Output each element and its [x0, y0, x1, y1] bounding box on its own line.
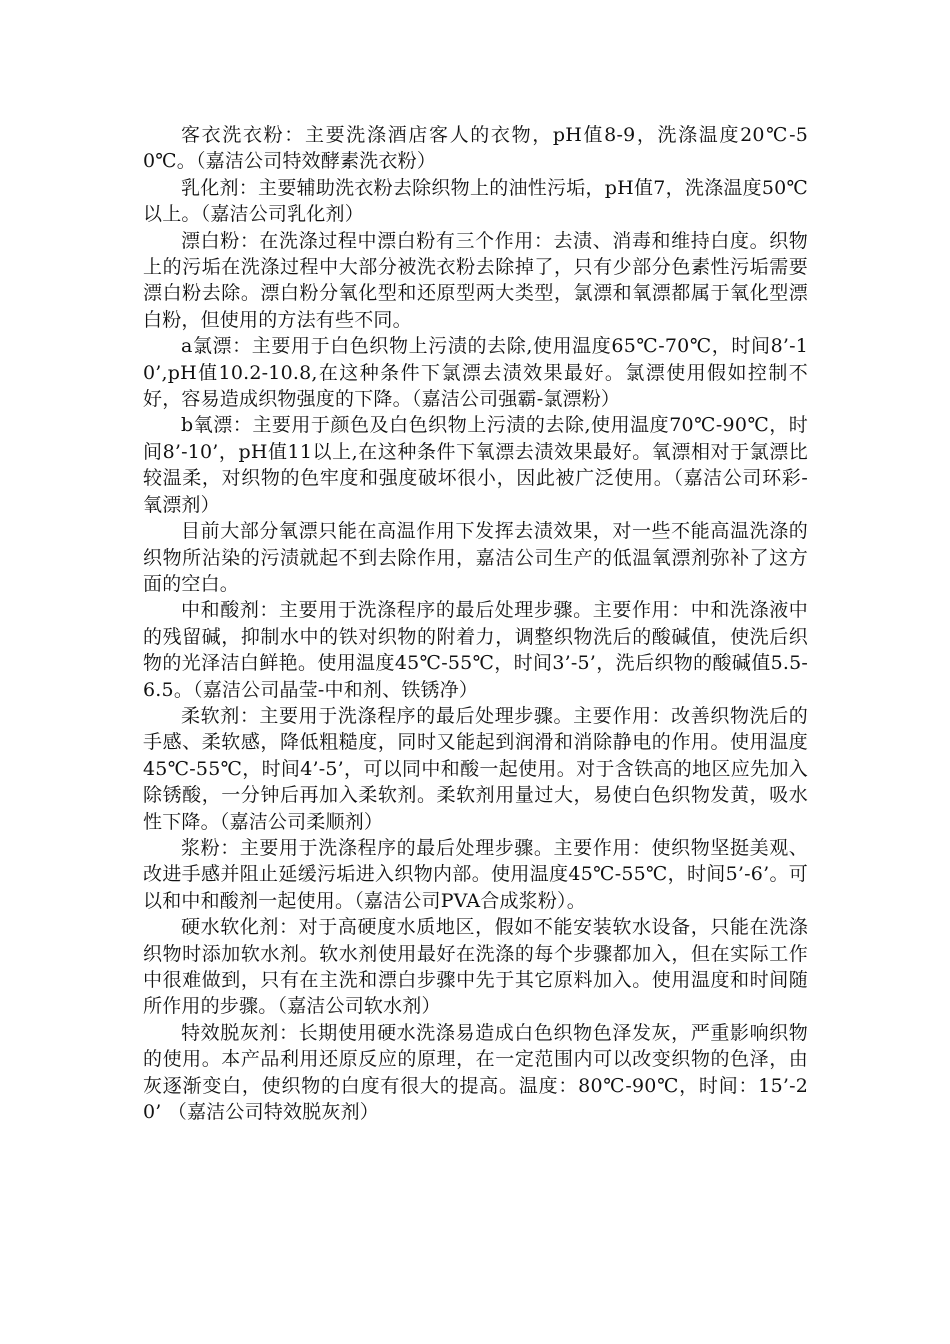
document-body: [143, 122, 808, 1125]
paragraph-emulsifier: 乳化剂：主要辅助洗衣粉去除织物上的油性污垢，pH值7，洗涤温度50℃以上。（嘉洁公司乳化剂）: [143, 176, 808, 226]
paragraph-water-softener: 硬水软化剂：对于高硬度水质地区，假如不能安装软水设备，只能在洗涤织物时添加软水剂。软水剂使用最好在洗涤的每个步骤都加入，但在实际工作中很难做到，只有在主洗和漂白步骤中先于其它原料加入。使用温度和时间随所作用的步骤。（嘉洁公司软水剂）: [143, 916, 808, 1018]
paragraph-softener: 柔软剂：主要用于洗涤程序的最后处理步骤。主要作用：改善织物洗后的手感、柔软感，降低粗糙度，同时又能起到润滑和消除静电的作用。使用温度45℃-55℃，时间4’-5’，可以同中和酸一起使用。对于含铁高的地区应先加入除锈酸，一分钟后再加入柔软剂。柔软剂用量过大，易使白色织物发黄，吸水性下降。（嘉洁公司柔顺剂）: [143, 704, 808, 833]
paragraph-laundry-powder: 客衣洗衣粉：主要洗涤酒店客人的衣物，pH值8-9，洗涤温度20℃-50℃。（嘉洁公司特效酵素洗衣粉）: [143, 124, 808, 173]
paragraph-neutralizing-acid: 中和酸剂：主要用于洗涤程序的最后处理步骤。主要作用：中和洗涤液中的残留碱，抑制水中的铁对织物的附着力，调整织物洗后的酸碱值，使洗后织物的光泽洁白鲜艳。使用温度45℃-55℃，时间3’-5’，洗后织物的酸碱值5.5-6.5。（嘉洁公司晶莹-中和剂、铁锈净）: [143, 599, 808, 701]
paragraph-chlorine-bleach: a氯漂：主要用于白色织物上污渍的去除,使用温度65℃-70℃，时间8’-10’,pH值10.2-10.8,在这种条件下氯漂去渍效果最好。氯漂使用假如控制不好，容易造成织物强度的下降。（嘉洁公司强霸-氯漂粉）: [143, 335, 808, 411]
paragraph-oxygen-bleach: b氧漂：主要用于颜色及白色织物上污渍的去除,使用温度70℃-90℃，时间8’-10’，pH值11以上,在这种条件下氧漂去渍效果最好。氧漂相对于氯漂比较温柔，对织物的色牢度和强度破坏很小，因此被广泛使用。（嘉洁公司环彩-氧漂剂）: [143, 414, 808, 516]
paragraph-bleach-powder: 漂白粉：在洗涤过程中漂白粉有三个作用：去渍、消毒和维持白度。织物上的污垢在洗涤过程中大部分被洗衣粉去除掉了，只有少部分色素性污垢需要漂白粉去除。漂白粉分氧化型和还原型两大类型，氯漂和氧漂都属于氧化型漂白粉，但使用的方法有些不同。: [143, 229, 808, 331]
paragraph-starch: 浆粉：主要用于洗涤程序的最后处理步骤。主要作用：使织物坚挺美观、改进手感并阻止延缓污垢进入织物内部。使用温度45℃-55℃，时间5’-6’。可以和中和酸剂一起使用。（嘉洁公司PVA合成浆粉）。: [143, 836, 808, 912]
paragraph-low-temp-oxygen-bleach: 目前大部分氧漂只能在高温作用下发挥去渍效果，对一些不能高温洗涤的织物所沾染的污渍就起不到去除作用，嘉洁公司生产的低温氧漂剂弥补了这方面的空白。: [143, 520, 808, 595]
paragraph-de-graying-agent: 特效脱灰剂：长期使用硬水洗涤易造成白色织物色泽发灰，严重影响织物的使用。本产品利用还原反应的原理，在一定范围内可以改变织物的色泽，由灰逐渐变白，使织物的白度有很大的提高。温度：80℃-90℃，时间：15’-20’ （嘉洁公司特效脱灰剂）: [143, 1021, 808, 1124]
